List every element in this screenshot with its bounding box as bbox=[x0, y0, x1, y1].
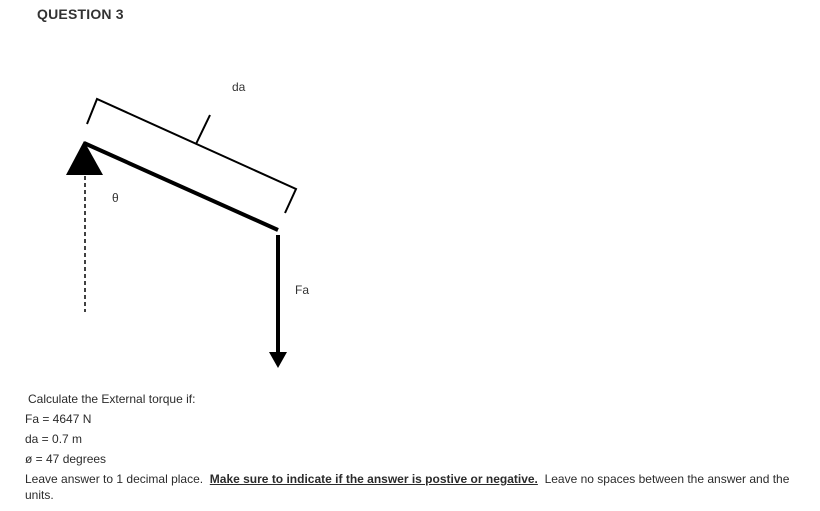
question-prompt bbox=[25, 389, 795, 503]
instruction-part2: Leave no spaces between the answer and the units. bbox=[25, 472, 790, 502]
pivot-triangle-icon bbox=[66, 141, 103, 175]
theta-label: θ bbox=[112, 191, 119, 205]
question-title: QUESTION 3 bbox=[37, 6, 124, 22]
da-dimension-tick bbox=[196, 115, 210, 144]
fa-label: Fa bbox=[295, 283, 310, 297]
down-arrow-icon bbox=[269, 352, 287, 368]
given-fa: Fa = 4647 N bbox=[25, 412, 92, 426]
instruction-part1: Leave answer to 1 decimal place. bbox=[25, 472, 204, 486]
lever-arm bbox=[84, 143, 278, 230]
instruction-emphasis: Make sure to indicate if the answer is postive or negative. bbox=[209, 472, 538, 486]
prompt-intro: Calculate the External torque if: bbox=[28, 392, 196, 406]
given-angle: ø = 47 degrees bbox=[25, 452, 107, 466]
answer-instructions bbox=[25, 471, 795, 503]
da-label: da bbox=[232, 80, 246, 94]
given-da: da = 0.7 m bbox=[25, 432, 83, 446]
